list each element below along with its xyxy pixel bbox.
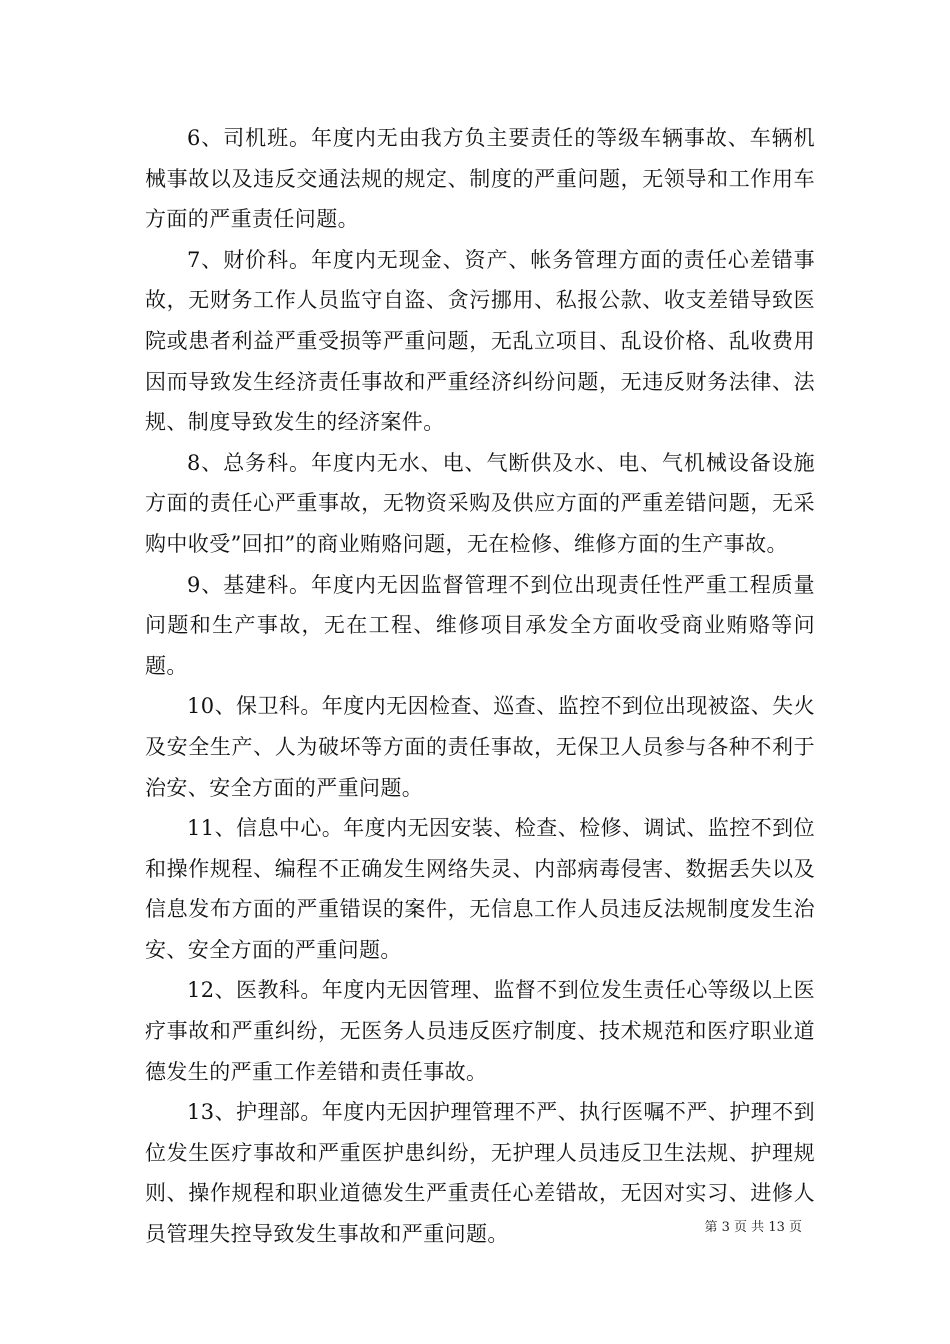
paragraph-finance-dept: 7、财价科。年度内无现金、资产、帐务管理方面的责任心差错事故，无财务工作人员监守自盗、贪污挪用、私报公款、收支差错导致医院或患者利益严重受损等严重问题，无乱立项目、乱设价格、乱收费用因而导致发生经济责任事故和严重经济纠纷问题，无违反财务法律、法规、制度导致发生的经济案件。 [145, 247, 815, 435]
paragraph-info-center: 11、信息中心。年度内无因安装、检查、检修、调试、监控不到位和操作规程、编程不正确发生网络失灵、内部病毒侵害、数据丢失以及信息发布方面的严重错误的案件，无信息工作人员违反法规制度发生治安、安全方面的严重问题。 [145, 816, 815, 962]
page-number: 第 3 页 共 13 页 [704, 1220, 802, 1235]
paragraph-infrastructure: 9、基建科。年度内无因监督管理不到位出现责任性严重工程质量问题和生产事故，无在工程、维修项目承发全方面收受商业贿赂等问题。 [145, 572, 815, 678]
document-body [145, 118, 815, 1255]
paragraph-driver-team: 6、司机班。年度内无由我方负主要责任的等级车辆事故、车辆机械事故以及违反交通法规的规定、制度的严重问题，无领导和工作用车方面的严重责任问题。 [145, 126, 815, 232]
paragraph-general-affairs: 8、总务科。年度内无水、电、气断供及水、电、气机械设备设施方面的责任心严重事故，无物资采购及供应方面的严重差错问题，无采购中收受”回扣”的商业贿赂问题，无在检修、维修方面的生产事故。 [145, 450, 815, 556]
paragraph-medical-education: 12、医教科。年度内无因管理、监督不到位发生责任心等级以上医疗事故和严重纠纷，无医务人员违反医疗制度、技术规范和医疗职业道德发生的严重工作差错和责任事故。 [145, 978, 815, 1084]
paragraph-security-dept: 10、保卫科。年度内无因检查、巡查、监控不到位出现被盗、失火及安全生产、人为破坏等方面的责任事故，无保卫人员参与各种不利于治安、安全方面的严重问题。 [145, 694, 815, 800]
paragraph-nursing-dept: 13、护理部。年度内无因护理管理不严、执行医嘱不严、护理不到位发生医疗事故和严重医护患纠纷，无护理人员违反卫生法规、护理规则、操作规程和职业道德发生严重责任心差错故，无因对实习、进修人员管理失控导致发生事故和严重问题。 [145, 1100, 815, 1247]
